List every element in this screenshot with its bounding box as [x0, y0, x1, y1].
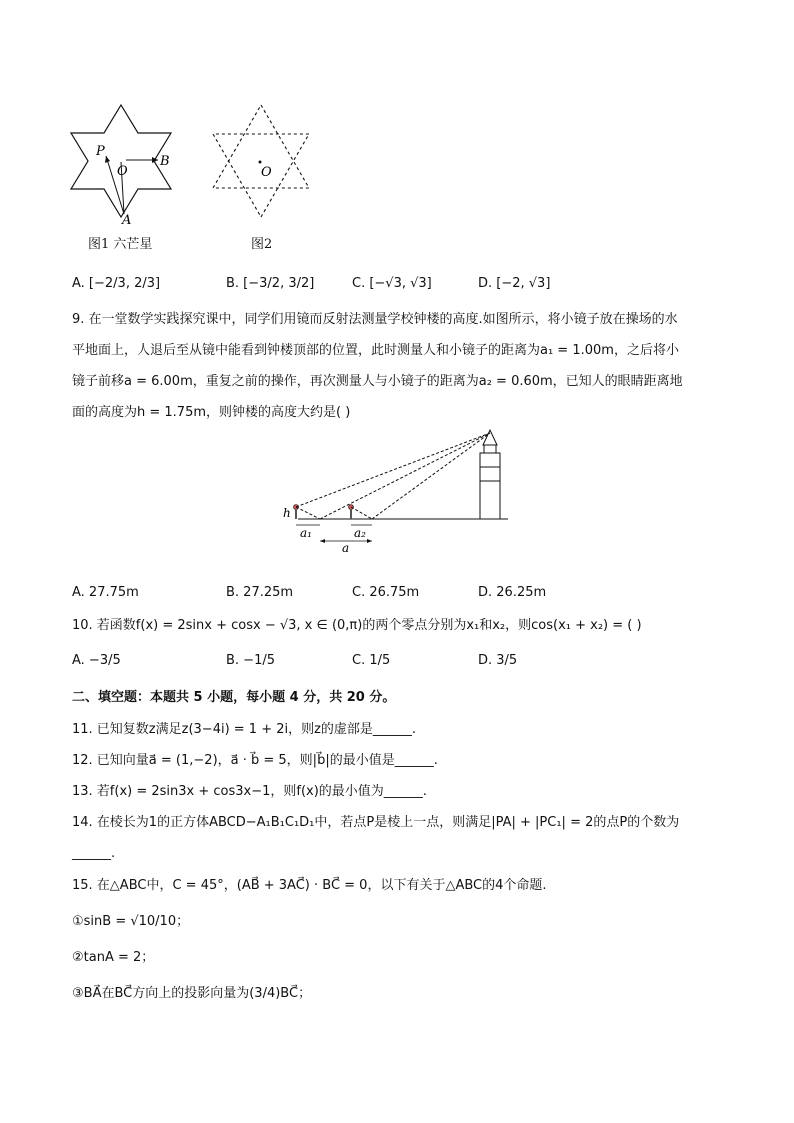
section-heading-fill-in: 二、填空题：本题共 5 小题，每小题 4 分，共 20 分。: [72, 690, 396, 705]
q10-option-a: A. −3/5: [72, 653, 121, 668]
label-A: A: [122, 213, 132, 228]
q10-option-c: C. 1/5: [352, 653, 391, 668]
label-a2: a₂: [354, 526, 366, 540]
reflect-line-1: [320, 433, 490, 519]
q10-option-b: B. −1/5: [226, 653, 275, 668]
eye-line: [296, 433, 490, 507]
q13-question: 13. 若f(x) = 2sin3x + cos3x−1，则f(x)的最小值为______.: [72, 784, 427, 799]
q8-option-a: A. [−2/3, 2/3]: [72, 276, 161, 291]
reflect-line-2: [372, 433, 490, 519]
figure-2-caption: 图2: [251, 237, 273, 252]
q8-option-c: C. [−√3, √3]: [352, 276, 432, 291]
clock-tower: [480, 430, 500, 519]
label-O: O: [117, 164, 128, 179]
q9-line-2: 平地面上，人退后至从镜中能看到钟楼顶部的位置，此时测量人和小镜子的距离为a₁ = 1.00m，之后将小: [72, 343, 679, 358]
label-a: a: [342, 541, 350, 555]
q8-option-b: B. [−3/2, 3/2]: [226, 276, 315, 291]
mirror-diagram: [280, 425, 512, 555]
sight-line-2: [351, 507, 372, 519]
q15-statement-3: ③BA⃗在BC⃗方向上的投影向量为(3/4)BC⃗；: [72, 986, 312, 1001]
q15-statement-2: ②tanA = 2；: [72, 950, 155, 965]
q11-question: 11. 已知复数z满足z(3−4i) = 1 + 2i，则z的虚部是______.: [72, 722, 417, 737]
q9-option-c: C. 26.75m: [352, 585, 420, 600]
q9-line-4: 面的高度为h = 1.75m，则钟楼的高度大约是( ): [72, 405, 351, 420]
q9-option-a: A. 27.75m: [72, 585, 139, 600]
hexagram-figure-1: [66, 100, 182, 230]
label-h: h: [283, 506, 291, 520]
label-O: O: [261, 165, 272, 180]
label-B: B: [160, 154, 170, 169]
q12-question: 12. 已知向量a⃗ = (1,−2)，a⃗ · b⃗ = 5，则|b⃗|的最小值是______.: [72, 753, 438, 768]
label-a1: a₁: [300, 526, 312, 540]
q15-statement-1: ①sinB = √10/10；: [72, 914, 190, 929]
sight-line-1: [296, 507, 320, 519]
q14-question: 14. 在棱长为1的正方体ABCD−A₁B₁C₁D₁中，若点P是棱上一点，则满足|PA| + |PC₁| = 2的点P的个数为: [72, 815, 680, 830]
q10-question: 10. 若函数f(x) = 2sinx + cosx − √3, x ∈ (0,π)的两个零点分别为x₁和x₂，则cos(x₁ + x₂) = ( ): [72, 618, 642, 633]
q9-line-3: 镜子前移a = 6.00m，重复之前的操作，再次测量人与小镜子的距离为a₂ = 0.60m，已知人的眼睛距离地: [72, 374, 683, 389]
hexagram-figure-2: [206, 100, 316, 225]
arrow-head-P: [105, 156, 110, 163]
q9-option-d: D. 26.25m: [478, 585, 547, 600]
q8-option-d: D. [−2, √3]: [478, 276, 551, 291]
q9-line-1: 9. 在一堂数学实践探究课中，同学们用镜而反射法测量学校钟楼的高度.如图所示，将小镜子放在操场的水: [72, 312, 678, 327]
center-point: [259, 161, 262, 164]
q10-option-d: D. 3/5: [478, 653, 518, 668]
person-2: [349, 505, 354, 520]
q9-option-b: B. 27.25m: [226, 585, 294, 600]
q15-question: 15. 在△ABC中，C = 45°，(AB⃗ + 3AC⃗) · BC⃗ = 0，以下有关于△ABC的4个命题.: [72, 878, 547, 893]
q14-answer-blank: ______.: [72, 846, 116, 861]
figure-1-caption: 图1 六芒星: [88, 237, 153, 252]
label-P: P: [96, 144, 105, 159]
